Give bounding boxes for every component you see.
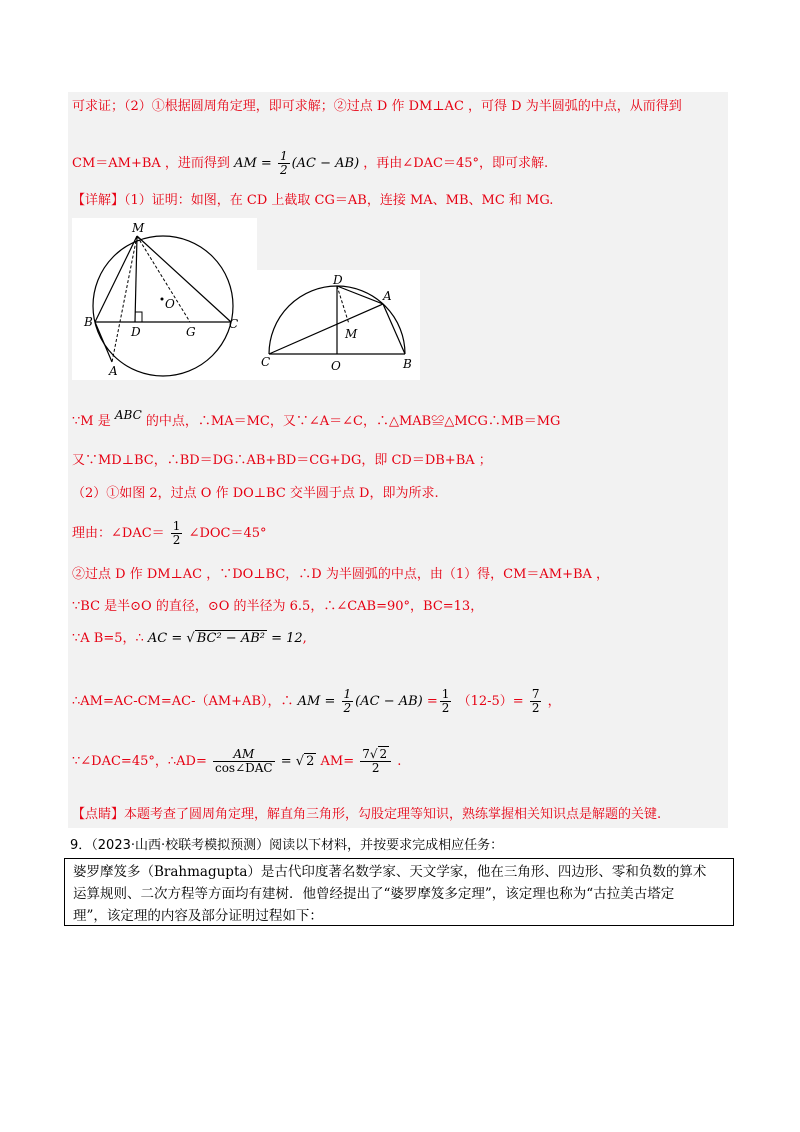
step-1: [72, 408, 561, 431]
ac-formula: AC = √ BC² − AB² = 12: [147, 631, 303, 646]
figure-1: [72, 218, 257, 380]
fig2-label-B: B: [403, 357, 412, 371]
step-9: ∵∠DAC=45°，∴AD= $\frac{AM}{\text{cos∠DAC}}$ = √ 2 AM= $\frac{7√ 2}{2}$ .: [72, 747, 402, 775]
fraction-seven-root2: $\frac{7√ 2}{2}$: [360, 748, 391, 775]
fig1-label-B: B: [84, 315, 93, 329]
step-6: ∵BC 是半⊙O 的直径，⊙O 的半径为 6.5，∴∠CAB=90°，BC=13，: [72, 599, 484, 614]
fig1-label-O: O: [165, 297, 175, 311]
fig1-label-C: C: [229, 317, 239, 331]
step-9-c: .: [397, 754, 402, 769]
step-4-b: ∠DOC＝45°: [188, 526, 267, 541]
question-9-title: 9．（2023·山西·校联考模拟预测）阅读以下材料，并按要求完成相应任务：: [70, 838, 504, 853]
step-8-a: ∴AM=AC-CM=AC-（AM+AB），∴: [72, 694, 294, 709]
am-formula: AM = $\frac{1}{2}$ (AC − AB): [234, 149, 364, 177]
material-line-1: 婆罗摩笈多（Brahmagupta）是古代印度著名数学家、天文学家，他在三角形、四边形、零和负数的算术: [73, 864, 707, 880]
fig2-label-M: M: [345, 327, 358, 341]
analysis-line-2: [72, 150, 548, 177]
comment-line: [72, 806, 661, 824]
fraction-half: $\frac{1}{2}$: [279, 149, 288, 177]
step-1-b: 的中点，∴MA＝MC，又∵∠A＝∠C，∴△MAB≌△MCG∴MB＝MG: [145, 414, 561, 429]
step-1-a: ∵M 是: [72, 414, 111, 429]
fraction-half-2: $\frac{1}{2}$: [343, 687, 352, 715]
fraction-seven-half: $\frac{7}{2}$: [531, 687, 540, 715]
material-line-2: 运算规则、二次方程等方面均有建树．他曾经提出了“婆罗摩笈多定理”，该定理也称为“古拉美古塔定: [73, 886, 675, 902]
am-formula-2: AM = $\frac{1}{2}$ (AC − AB): [297, 687, 423, 715]
fraction-am-cos: $\frac{AM}{\text{cos∠DAC}}$: [214, 747, 273, 775]
comment-tag: 【点睛】: [72, 807, 125, 822]
step-4-num: 1: [172, 519, 181, 533]
step-8: ∴AM=AC-CM=AC-（AM+AB），∴ AM = $\frac{1}{2}$ (AC − AB) = $\frac{1}{2}$ （12-5）= $\frac{7}{2}$ ，: [72, 687, 561, 715]
step-4-fraction: [171, 520, 183, 547]
figure-2-svg: [257, 270, 420, 380]
fig2-label-C: C: [261, 355, 271, 369]
step-4-den: 2: [172, 533, 181, 547]
detail-intro: （1）证明：如图，在 CD 上截取 CG＝AB，连接 MA、MB、MC 和 MG.: [124, 193, 554, 208]
arc-abc: ABC: [114, 408, 142, 422]
fraction-half-3: $\frac{1}{2}$: [441, 687, 450, 715]
figure-2: [257, 270, 420, 380]
fig1-label-M: M: [132, 221, 145, 235]
step-3: （2）①如图 2，过点 O 作 DO⊥BC 交半圆于点 D，即为所求.: [72, 486, 439, 501]
fig2-label-O: O: [331, 359, 341, 373]
step-9-a: ∵∠DAC=45°，∴AD=: [72, 754, 207, 769]
figure-1-svg: [72, 218, 257, 380]
detail-tag: 【详解】: [72, 193, 125, 208]
fig2-label-A: A: [383, 289, 392, 303]
step-7: ∵A B=5，∴ AC = √ BC² − AB² = 12,: [72, 631, 307, 646]
step-4-a: 理由：∠DAC＝: [72, 526, 165, 541]
step-4: [72, 520, 267, 547]
analysis-line-2-b: ，再由∠DAC＝45°，即可求解.: [363, 156, 549, 171]
step-9-b: AM=: [320, 754, 355, 769]
step-5: ②过点 D 作 DM⊥AC ，∵DO⊥BC，∴D 为半圆弧的中点，由（1）得，CM＝AM+BA ，: [72, 567, 610, 582]
detail-line: [72, 192, 553, 210]
analysis-line-2-a: CM＝AM+BA ，进而得到: [72, 156, 230, 171]
comment-text: 本题考查了圆周角定理，解直角三角形，勾股定理等知识，熟练掌握相关知识点是解题的关键.: [124, 807, 662, 822]
fig1-label-G: G: [186, 325, 196, 339]
step-2: 又∵MD⊥BC，∴BD＝DG∴AB+BD＝CG+DG，即 CD＝DB+BA ；: [72, 453, 492, 468]
step-7-a: ∵A B=5，∴: [72, 631, 144, 646]
fig1-label-D: D: [131, 325, 141, 339]
fig2-label-D: D: [333, 273, 343, 287]
step-8-b: （12-5）=: [457, 694, 524, 709]
material-box: [64, 858, 734, 926]
fig1-label-A: A: [109, 364, 118, 378]
material-line-3: 理”，该定理的内容及部分证明过程如下：: [73, 908, 323, 924]
analysis-line-1: 可求证；（2）①根据圆周角定理，即可求解；②过点 D 作 DM⊥AC ，可得 D 为半圆弧的中点，从而得到: [72, 99, 682, 114]
